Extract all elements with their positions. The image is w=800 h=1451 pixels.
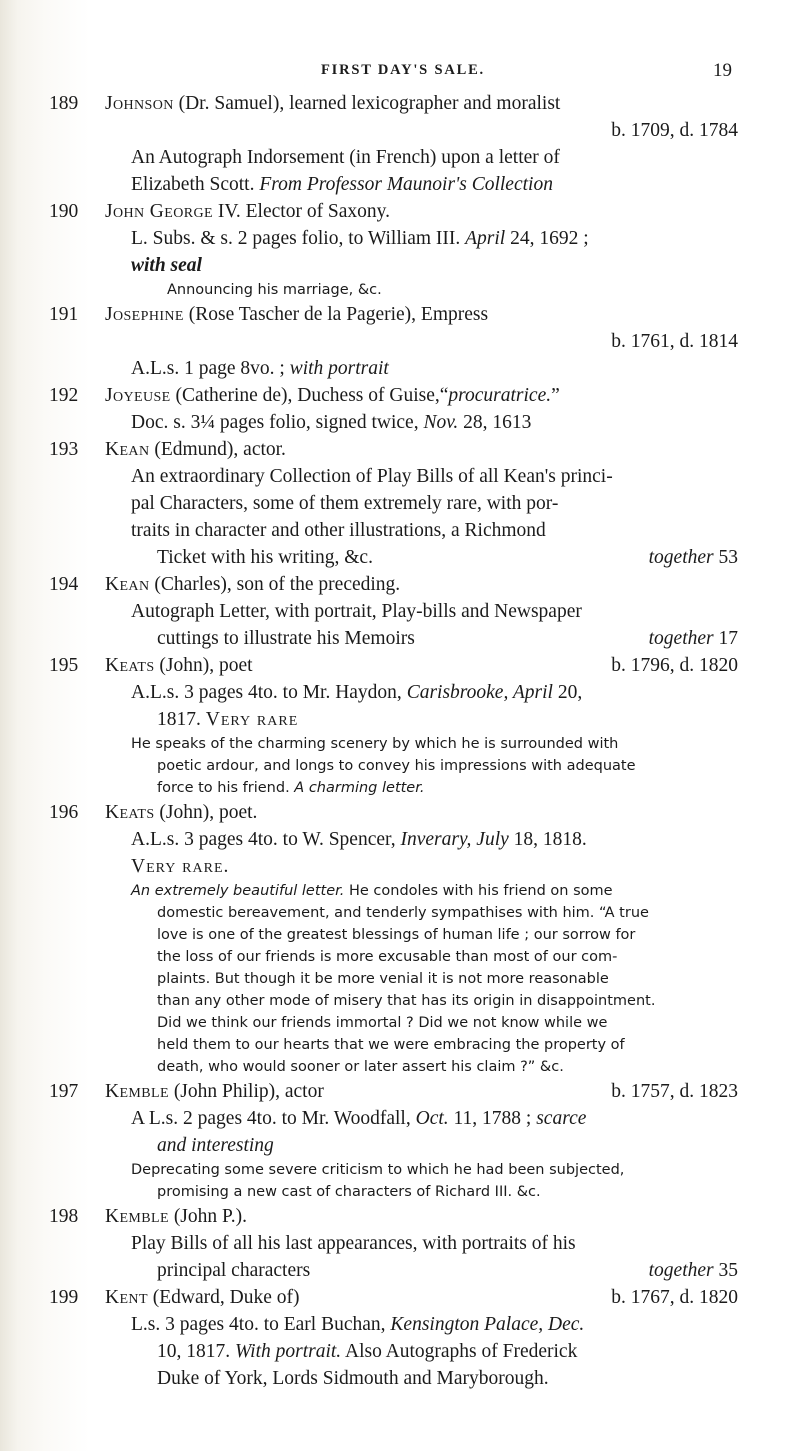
lot-entry [0,799,800,1078]
lot-number: 192 [49,385,79,406]
lot-list [0,90,800,1392]
lot-number: 198 [49,1206,79,1227]
lot-heading-text: IV. Elector of Saxony. [212,201,391,222]
lot-number: 190 [49,201,79,222]
lot-rarity: Very rare. [131,856,230,877]
lot-heading-text: (John Philip), actor [168,1081,324,1102]
lot-rarity: Very rare [205,709,299,730]
lot-heading [105,436,738,463]
lot-dates: b. 1761, d. 1814 [611,331,738,352]
lot-feature: with portrait [289,358,389,379]
lot-date-month: April [465,228,506,249]
lot-heading [105,90,738,117]
lot-note-line: Deprecating some severe criticism to which he had been subjected, [131,1162,625,1178]
lot-note-text: He condoles with his friend on some [344,883,613,899]
lot-heading-text: (John P.). [168,1206,247,1227]
lot-description [105,171,738,198]
lot-dates: b. 1709, d. 1784 [611,120,738,141]
lot-description-text: 18, 1818. [508,829,587,850]
lot-description [105,625,738,652]
lot-count: 17 [713,628,738,649]
lot-feature: With portrait. [235,1341,342,1362]
lot-name: John George [105,201,213,222]
lot-description-text: cuttings to illustrate his Memoirs [157,628,415,649]
lot-note-line: held them to our hearts that we were embracing the property of [157,1037,625,1053]
lot-description-text: 20, [552,682,583,703]
running-head: FIRST DAY'S SALE. [321,62,485,78]
lot-note-line: than any other mode of misery that has its origin in disappointment. [157,993,656,1009]
lot-rarity: scarce [536,1108,587,1129]
lot-quantity [649,625,738,652]
lot-together-label: together [648,547,714,568]
lot-note-verdict: An extremely beautiful letter. [131,883,345,899]
lot-count: 35 [713,1260,738,1281]
lot-number: 199 [49,1287,79,1308]
lot-heading [105,382,738,409]
lot-note [105,880,738,1078]
lot-heading-text: (John), poet [154,655,253,676]
lot-note-line: He speaks of the charming scenery by which he is surrounded with [131,736,619,752]
lot-note [105,1159,738,1203]
lot-description-text: 28, 1613 [458,412,532,433]
lot-description: Play Bills of all his last appearances, with portraits of his [131,1233,576,1254]
lot-heading-italic: procuratrice. [448,385,552,406]
lot-heading-text: (Catherine de), Duchess of Guise,“ [170,385,449,406]
lot-description-text: Also Autographs of Frederick [341,1341,578,1362]
lot-name: Keats [105,802,155,823]
lot-note-line: the loss of our friends is more excusable than most of our com- [157,949,618,965]
lot-description-text: A.L.s. 3 pages 4to. to W. Spencer, [131,829,401,850]
lot-description: with seal [131,255,202,276]
lot-note-line [131,777,738,799]
lot-heading [105,571,738,598]
lot-note [105,279,738,301]
lot-description-text: L.s. 3 pages 4to. to Earl Buchan, [131,1314,391,1335]
lot-description: pal Characters, some of them extremely rare, with por- [131,493,559,514]
lot-heading [105,799,738,826]
lot-description-text: A L.s. 2 pages 4to. to Mr. Woodfall, [131,1108,416,1129]
lot-description-text: principal characters [157,1260,311,1281]
lot-number: 194 [49,574,79,595]
lot-description [105,225,738,252]
lot-number: 197 [49,1081,79,1102]
lot-description-text: 24, 1692 ; [505,228,589,249]
lot-description [105,355,738,382]
lot-dates: b. 1796, d. 1820 [611,655,738,676]
lot-description [105,826,738,853]
lot-place: Inverary, July [400,829,509,850]
lot-heading [105,1284,738,1311]
lot-description [105,1311,738,1338]
lot-number: 193 [49,439,79,460]
lot-entry [0,382,800,436]
lot-description-text: Doc. s. 3¼ pages folio, signed twice, [131,412,424,433]
lot-name: Kemble [105,1206,169,1227]
lot-heading-text: (Edmund), actor. [149,439,286,460]
lot-heading-text: (Rose Tascher de la Pagerie), Empress [183,304,489,325]
page-number: 19 [713,60,732,81]
lot-number: 196 [49,802,79,823]
lot-heading-text: (Dr. Samuel), learned lexicographer and moralist [173,93,561,114]
lot-name: Johnson [105,93,174,114]
lot-note [105,733,738,799]
lot-description [105,706,738,733]
lot-description [105,1257,738,1284]
lot-description [105,1105,738,1132]
lot-description-text: 11, 1788 ; [448,1108,537,1129]
lot-name: Kent [105,1287,148,1308]
lot-heading [105,652,738,679]
lot-name: Josephine [105,304,184,325]
lot-entry [0,301,800,382]
lot-heading [105,1203,738,1230]
lot-entry [0,90,800,198]
lot-note-line: plaints. But though it be more venial it is not more reasonable [157,971,609,987]
lot-together-label: together [648,628,714,649]
lot-heading [105,301,738,328]
lot-note-line: Announcing his marriage, &c. [167,282,382,298]
lot-note-line: love is one of the greatest blessings of human life ; our sorrow for [157,927,636,943]
lot-date-month: Oct. [415,1108,449,1129]
lot-note-verdict: A charming letter. [294,780,425,796]
lot-entry [0,652,800,799]
lot-description: and interesting [157,1135,274,1156]
lot-description-text: 10, 1817. [157,1341,235,1362]
lot-description: Duke of York, Lords Sidmouth and Maryborough. [157,1368,549,1389]
lot-description-text: Ticket with his writing, &c. [157,547,373,568]
lot-description [105,679,738,706]
lot-entry [0,1284,800,1392]
lot-name: Keats [105,655,155,676]
lot-entry [0,198,800,301]
lot-note-line [131,880,738,902]
lot-note-line: promising a new cast of characters of Richard III. &c. [157,1184,541,1200]
lot-number: 195 [49,655,79,676]
lot-note-line: death, who would sooner or later assert his claim ?” &c. [157,1059,564,1075]
lot-name: Kemble [105,1081,169,1102]
lot-description: An extraordinary Collection of Play Bills of all Kean's princi- [131,466,613,487]
lot-entry [0,1203,800,1284]
lot-quantity [649,544,738,571]
lot-heading-text: (John), poet. [154,802,258,823]
lot-place: Kensington Palace, Dec. [390,1314,585,1335]
page-header [0,60,800,86]
lot-description-text: A.L.s. 3 pages 4to. to Mr. Haydon, [131,682,407,703]
lot-note-line: domestic bereavement, and tenderly sympathises with him. “A true [157,905,649,921]
lot-heading-text: ” [551,385,560,406]
lot-entry [0,436,800,571]
lot-together-label: together [648,1260,714,1281]
lot-date-month: Nov. [423,412,459,433]
lot-description [105,409,738,436]
lot-description [105,544,738,571]
lot-number: 189 [49,93,79,114]
lot-quantity [649,1257,738,1284]
lot-description: traits in character and other illustrations, a Richmond [131,520,546,541]
lot-description-text: L. Subs. & s. 2 pages folio, to William III. [131,228,466,249]
lot-entry [0,571,800,652]
lot-name: Kean [105,574,150,595]
lot-name: Kean [105,439,150,460]
lot-entry [0,1078,800,1203]
lot-description [105,1338,738,1365]
lot-number: 191 [49,304,79,325]
lot-note-text: force to his friend. [157,780,295,796]
lot-description-text: A.L.s. 1 page 8vo. ; [131,358,290,379]
lot-heading-text: (Charles), son of the preceding. [149,574,401,595]
lot-description: Autograph Letter, with portrait, Play-bills and Newspaper [131,601,582,622]
lot-provenance: From Professor Maunoir's Collection [259,174,553,195]
lot-description-text: Elizabeth Scott. [131,174,260,195]
lot-dates: b. 1767, d. 1820 [611,1287,738,1308]
lot-place: Carisbrooke, April [406,682,553,703]
lot-note-line: Did we think our friends immortal ? Did we not know while we [157,1015,608,1031]
lot-dates: b. 1757, d. 1823 [611,1081,738,1102]
lot-count: 53 [713,547,738,568]
lot-name: Joyeuse [105,385,171,406]
lot-heading-text: (Edward, Duke of) [147,1287,300,1308]
lot-heading [105,198,738,225]
lot-heading [105,1078,738,1105]
lot-note-line: poetic ardour, and longs to convey his impressions with adequate [157,758,636,774]
lot-description-text: 1817. [157,709,206,730]
lot-description: An Autograph Indorsement (in French) upon a letter of [131,147,560,168]
